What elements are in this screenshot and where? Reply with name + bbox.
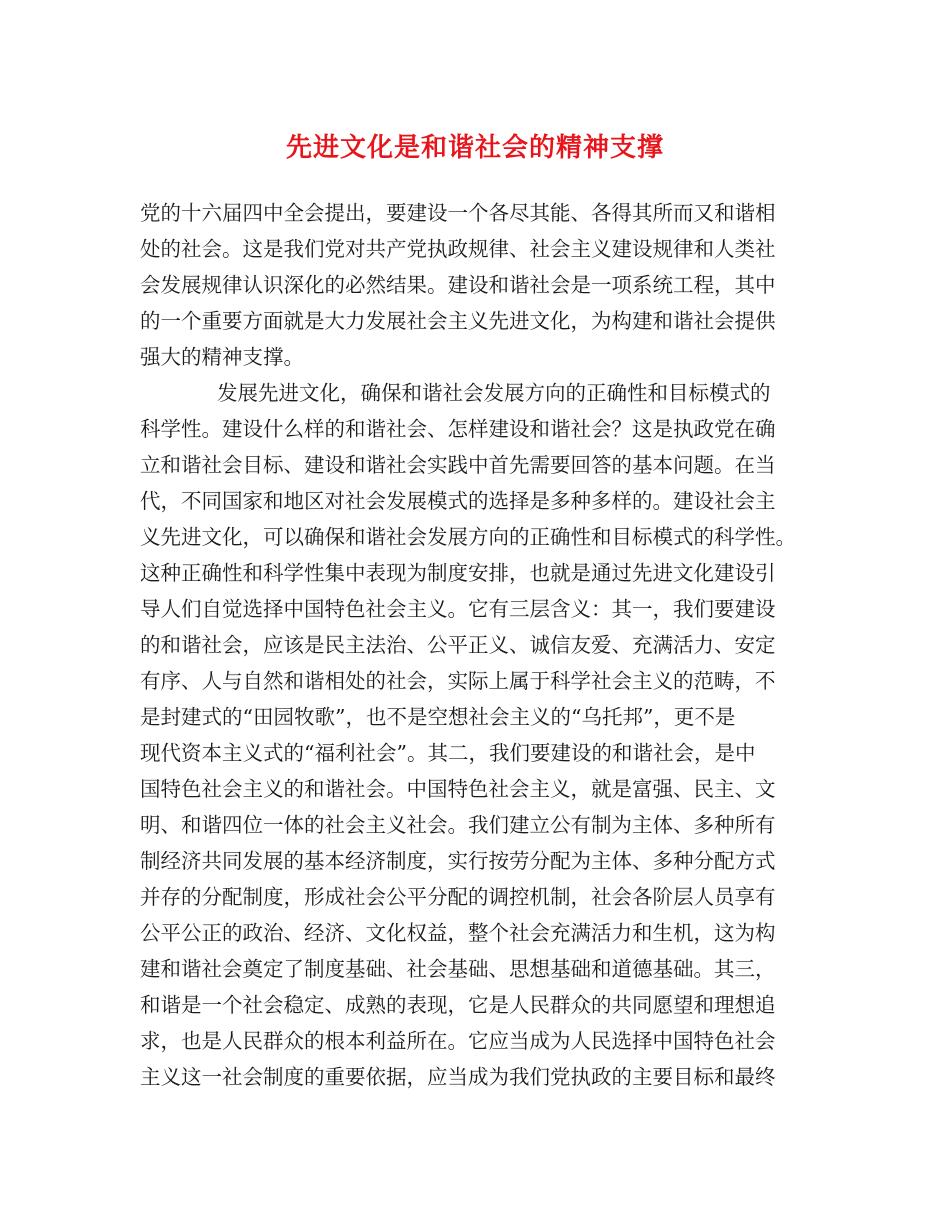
text-line: 国特色社会主义的和谐社会。中国特色社会主义，就是富强、民主、文 xyxy=(140,777,776,801)
text-line: 求，也是人民群众的根本利益所在。它应当成为人民选择中国特色社会 xyxy=(140,1029,776,1053)
text-line: 处的社会。这是我们党对共产党执政规律、社会主义建设规律和人类社 xyxy=(140,237,776,261)
text-line: 主义这一社会制度的重要依据，应当成为我们党执政的主要目标和最终 xyxy=(140,1065,776,1089)
text-line-indented: 发展先进文化，确保和谐社会发展方向的正确性和目标模式的 xyxy=(217,381,771,405)
text-line: 义先进文化，可以确保和谐社会发展方向的正确性和目标模式的科学性。 xyxy=(140,525,796,549)
text-line: 和谐是一个社会稳定、成熟的表现，它是人民群众的共同愿望和理想追 xyxy=(140,993,776,1017)
text-line: 的一个重要方面就是大力发展社会主义先进文化，为构建和谐社会提供 xyxy=(140,309,776,333)
text-line: 现代资本主义式的“福利社会”。其二，我们要建设的和谐社会，是中 xyxy=(140,741,756,765)
text-line: 党的十六届四中全会提出，要建设一个各尽其能、各得其所而又和谐相 xyxy=(140,201,776,225)
text-line: 强大的精神支撑。 xyxy=(140,345,304,369)
text-line: 有序、人与自然和谐相处的社会，实际上属于科学社会主义的范畴，不 xyxy=(140,669,776,693)
text-line: 是封建式的“田园牧歌”，也不是空想社会主义的“乌托邦”，更不是 xyxy=(140,705,736,729)
text-line: 立和谐社会目标、建设和谐社会实践中首先需要回答的基本问题。在当 xyxy=(140,453,776,477)
text-line: 明、和谐四位一体的社会主义社会。我们建立公有制为主体、多种所有 xyxy=(140,813,776,837)
text-line: 这种正确性和科学性集中表现为制度安排，也就是通过先进文化建设引 xyxy=(140,561,776,585)
document-title: 先进文化是和谐社会的精神支撑 xyxy=(285,133,664,163)
text-line: 公平公正的政治、经济、文化权益，整个社会充满活力和生机，这为构 xyxy=(140,921,776,945)
paragraph-1 xyxy=(140,195,820,375)
paragraph-2 xyxy=(140,375,820,1095)
text-line: 并存的分配制度，形成社会公平分配的调控机制，社会各阶层人员享有 xyxy=(140,885,776,909)
text-line: 代，不同国家和地区对社会发展模式的选择是多种多样的。建设社会主 xyxy=(140,489,776,513)
text-line: 会发展规律认识深化的必然结果。建设和谐社会是一项系统工程，其中 xyxy=(140,273,776,297)
document-body xyxy=(140,195,820,1095)
text-line: 制经济共同发展的基本经济制度，实行按劳分配为主体、多种分配方式 xyxy=(140,849,776,873)
text-line: 的和谐社会，应该是民主法治、公平正义、诚信友爱、充满活力、安定 xyxy=(140,633,776,657)
text-line: 导人们自觉选择中国特色社会主义。它有三层含义：其一，我们要建设 xyxy=(140,597,776,621)
text-line: 建和谐社会奠定了制度基础、社会基础、思想基础和道德基础。其三， xyxy=(140,957,776,981)
text-line: 科学性。建设什么样的和谐社会、怎样建设和谐社会？这是执政党在确 xyxy=(140,417,776,441)
